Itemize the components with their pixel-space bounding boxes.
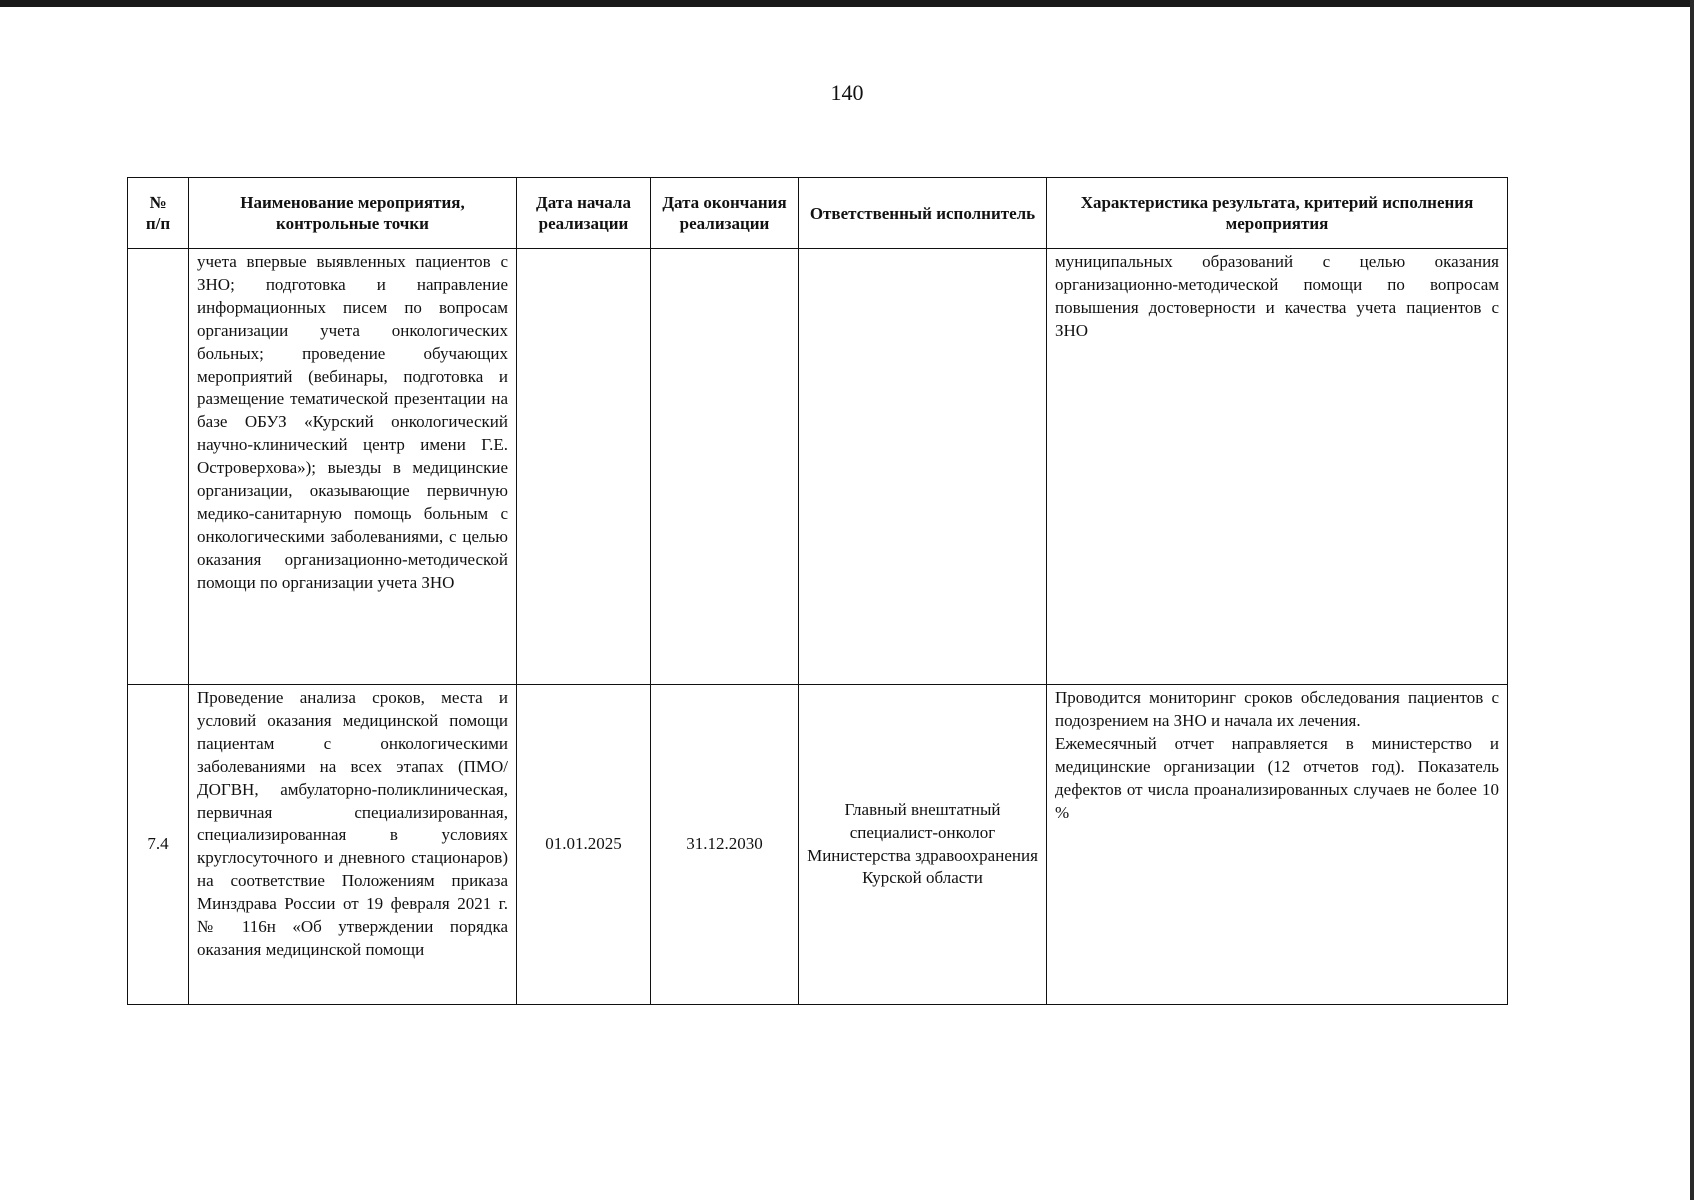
row-start-date: 01.01.2025 [517, 685, 651, 1005]
row-name-cell [189, 685, 517, 1005]
table-row [128, 685, 1508, 1005]
row-name-text: Проведение анализа сроков, места и условий оказания медицинской помощи пациентам с онкологическими заболеваниями на всех этапах (ПМО/ДОГВН, амбулаторно-поликлиническая, первичная специализированная, специализированная в условиях круглосуточного и дневного стационаров) на соответствие Положениям приказа Минздрава России от 19 февраля 2021 г. № 116н «Об утверждении порядка оказания медицинской помощи [197, 688, 508, 959]
row-end-cell [651, 249, 799, 685]
row-result-cell [1047, 249, 1508, 685]
row-result-text: муниципальных образований с целью оказания организационно-методической помощи по вопросам повышения достоверности и качества учета пациентов с ЗНО [1055, 252, 1499, 340]
header-responsible: Ответственный исполнитель [799, 178, 1047, 249]
row-responsible: Главный внештатный специалист-онколог Министерства здравоохранения Курской области [799, 685, 1047, 1005]
row-responsible-cell [799, 249, 1047, 685]
row-name-cell [189, 249, 517, 685]
row-num-cell [128, 249, 189, 685]
header-start-date: Дата начала реализации [517, 178, 651, 249]
header-end-date: Дата окончания реализации [651, 178, 799, 249]
scan-border-top [0, 0, 1694, 7]
header-result: Характеристика результата, критерий исполнения мероприятия [1047, 178, 1508, 249]
row-num-cell: 7.4 [128, 685, 189, 1005]
row-end-date: 31.12.2030 [651, 685, 799, 1005]
table-header-row [128, 178, 1508, 249]
row-start-cell [517, 249, 651, 685]
scan-border-right [1690, 0, 1694, 1200]
row-name-text: учета впервые выявленных пациентов с ЗНО; подготовка и направление информационных писем по вопросам организации учета онкологических больных; проведение обучающих мероприятий (вебинары, подготовка и размещение тематической презентации на базе ОБУЗ «Курский онкологический научно-клинический центр имени Г.Е. Островерхова»); выезды в медицинские организации, оказывающие первичную медико-санитарную помощь больным с онкологическими заболеваниями, с целью оказания организационно-методической помощи по организации учета ЗНО [197, 252, 508, 592]
header-num: № п/п [128, 178, 189, 249]
row-result-text-2: Ежемесячный отчет направляется в министерство и медицинские организации (12 отчетов год). Показатель дефектов от числа проанализированных случаев не более 10 % [1055, 733, 1499, 822]
header-name: Наименование мероприятия, контрольные точки [189, 178, 517, 249]
row-result-cell [1047, 685, 1508, 1005]
page-number: 140 [830, 80, 864, 105]
table-row [128, 249, 1508, 685]
row-result-text-1: Проводится мониторинг сроков обследования пациентов с подозрением на ЗНО и начала их лечения. [1055, 688, 1499, 730]
measures-table [127, 177, 1508, 1005]
